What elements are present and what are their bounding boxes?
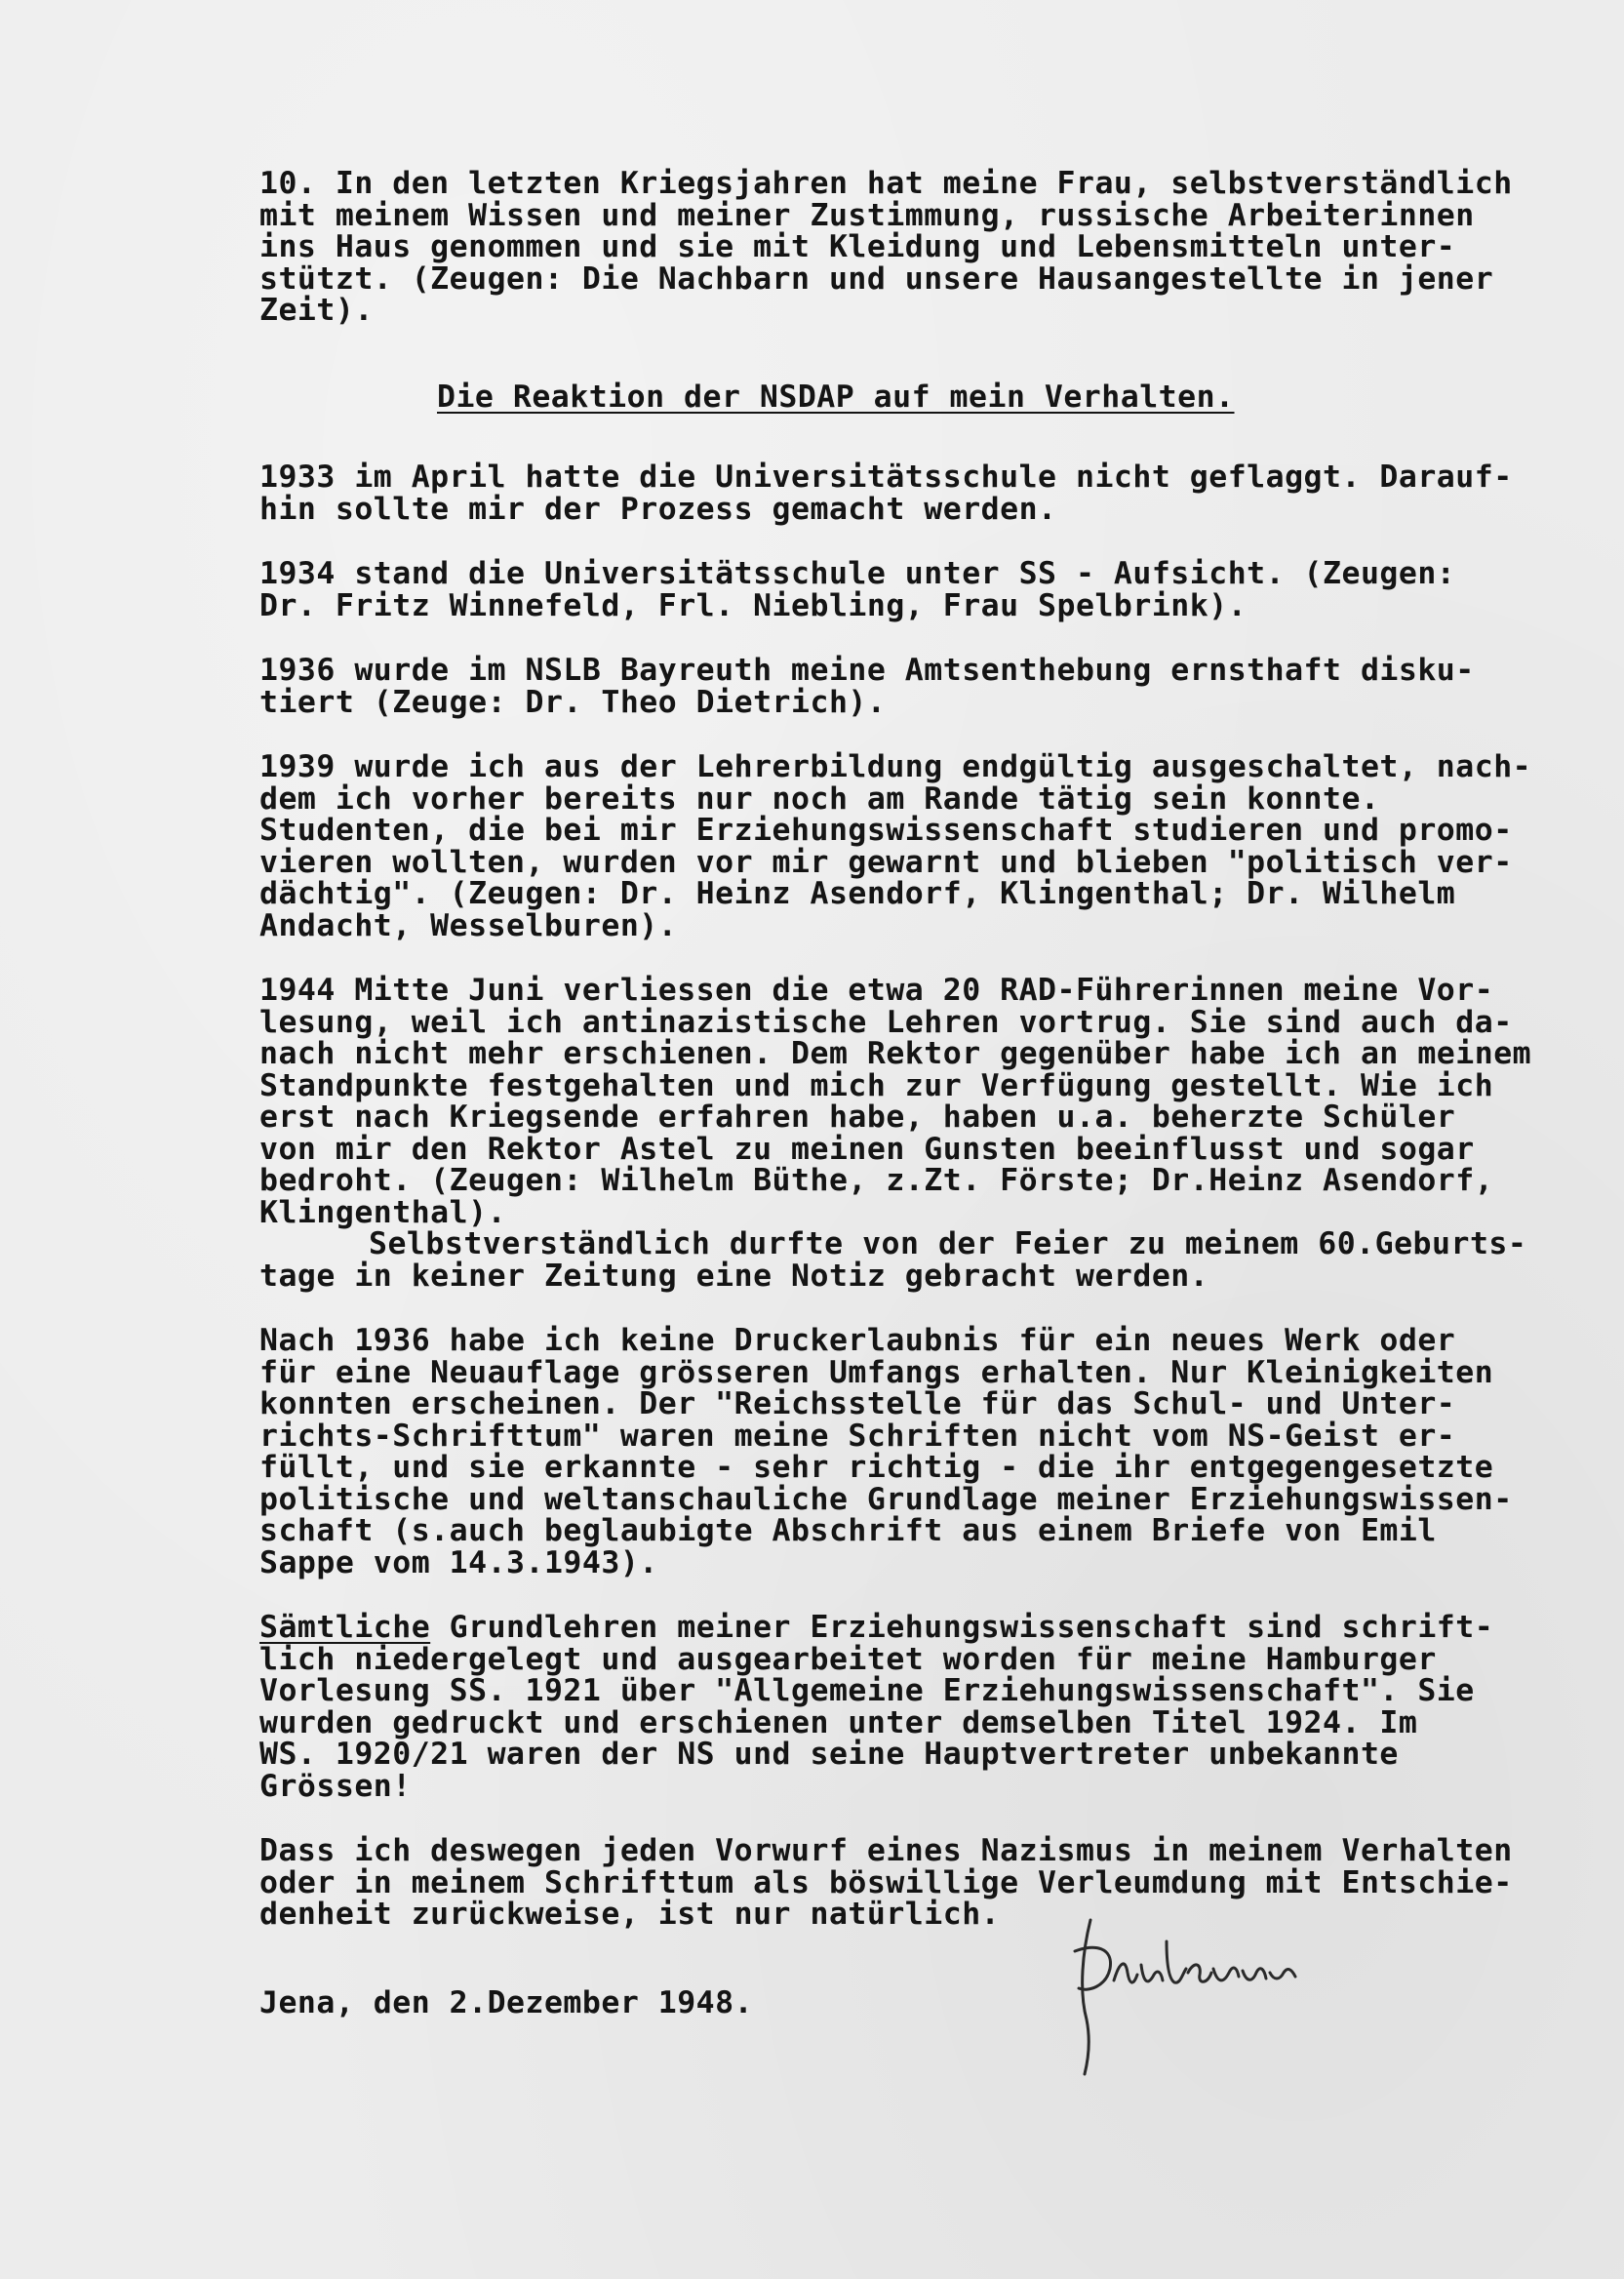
text-line: Andacht, Wesselburen). <box>259 907 678 943</box>
text-line: stützt. (Zeugen: Die Nachbarn und unsere Hausangestellte in jener <box>259 260 1494 297</box>
text-line: lesung, weil ich antinazistische Lehren vortrug. Sie sind auch da- <box>259 1004 1513 1040</box>
text-line: nach nicht mehr erschienen. Dem Rektor gegenüber habe ich an meinem <box>259 1036 1532 1071</box>
text-span: Grundlehren meiner Erziehungswissenschaft sind schrift- <box>430 1610 1494 1645</box>
text-line: 1934 stand die Universitätsschule unter SS - Aufsicht. (Zeugen: <box>259 556 1456 591</box>
text-line: dächtig". (Zeugen: Dr. Heinz Asendorf, Klingenthal; Dr. Wilhelm <box>259 876 1456 911</box>
text-line: Vorlesung SS. 1921 über "Allgemeine Erziehungswissenschaft". Sie <box>259 1673 1475 1708</box>
text-line: 1933 im April hatte die Universitätsschule nicht geflaggt. Darauf- <box>259 460 1513 495</box>
text-line: richts-Schrifttum" waren meine Schriften nicht vom NS-Geist er- <box>259 1418 1456 1454</box>
text-line <box>259 1612 1605 1644</box>
date-line: Jena, den 2.Dezember 1948. <box>259 1984 754 2020</box>
text-line: 1936 wurde im NSLB Bayreuth meine Amtsenthebung ernsthaft disku- <box>259 653 1475 688</box>
text-line: tiert (Zeuge: Dr. Theo Dietrich). <box>259 684 887 720</box>
paragraph-1944 <box>259 975 1605 1292</box>
text-line: Dass ich deswegen jeden Vorwurf eines Nazismus in meinem Verhalten <box>259 1833 1513 1868</box>
text-line: 1939 wurde ich aus der Lehrerbildung endgültig ausgeschaltet, nach- <box>259 749 1532 784</box>
paragraph-item-10 <box>259 168 1605 327</box>
text-line: 10. In den letzten Kriegsjahren hat meine Frau, selbstverständlich <box>259 166 1513 201</box>
text-line: Grössen! <box>259 1768 412 1804</box>
paragraph-1934 <box>259 558 1605 621</box>
text-line: bedroht. (Zeugen: Wilhelm Büthe, z.Zt. Förste; Dr.Heinz Asendorf, <box>259 1163 1494 1198</box>
text-line: von mir den Rektor Astel zu meinen Gunsten beeinflusst und sogar <box>259 1131 1475 1167</box>
text-line: füllt, und sie erkannte - sehr richtig - die ihr entgegengesetzte <box>259 1450 1494 1485</box>
text-line: wurden gedruckt und erschienen unter demselben Titel 1924. Im <box>259 1704 1418 1740</box>
text-line: Nach 1936 habe ich keine Druckerlaubnis für ein neues Werk oder <box>259 1323 1456 1358</box>
text-line: schaft (s.auch beglaubigte Abschrift aus einem Briefe von Emil <box>259 1513 1437 1548</box>
text-line: 1944 Mitte Juni verliessen die etwa 20 RAD-Führerinnen meine Vor- <box>259 973 1494 1008</box>
paragraph-saemtliche <box>259 1612 1605 1802</box>
text-line: WS. 1920/21 waren der NS und seine Hauptvertreter unbekannte <box>259 1737 1399 1772</box>
text-line: Selbstverständlich durfte von der Feier zu meinem 60.Geburts- <box>369 1226 1527 1261</box>
text-line: lich niedergelegt und ausgearbeitet worden für meine Hamburger <box>259 1641 1437 1677</box>
paragraph-1939 <box>259 751 1605 941</box>
text-line: politische und weltanschauliche Grundlage meiner Erziehungswissen- <box>259 1481 1513 1517</box>
paragraph-1933 <box>259 461 1605 525</box>
text-line: Klingenthal). <box>259 1194 507 1230</box>
text-line: Dr. Fritz Winnefeld, Frl. Niebling, Frau Spelbrink). <box>259 587 1248 623</box>
paragraph-nach-1936 <box>259 1325 1605 1579</box>
text-line: oder in meinem Schrifttum als böswillige Verleumdung mit Entschie- <box>259 1864 1513 1900</box>
section-heading-text: Die Reaktion der NSDAP auf mein Verhalten. <box>437 379 1235 415</box>
section-heading <box>437 381 1605 414</box>
paragraph-dass <box>259 1835 1605 1931</box>
text-line: konnten erscheinen. Der "Reichsstelle für das Schul- und Unter- <box>259 1386 1456 1421</box>
text-line: Zeit). <box>259 293 374 328</box>
text-line: hin sollte mir der Prozess gemacht werden. <box>259 491 1057 527</box>
text-line: erst nach Kriegsende erfahren habe, haben u.a. beherzte Schüler <box>259 1100 1456 1135</box>
text-line: Standpunkte festgehalten und mich zur Verfügung gestellt. Wie ich <box>259 1067 1494 1103</box>
text-line: Studenten, die bei mir Erziehungswissenschaft studieren und promo- <box>259 813 1513 848</box>
text-line: ins Haus genommen und sie mit Kleidung und Lebensmitteln unter- <box>259 229 1456 264</box>
text-line: denheit zurückweise, ist nur natürlich. <box>259 1897 1001 1932</box>
text-line: für eine Neuauflage grösseren Umfangs erhalten. Nur Kleinigkeiten <box>259 1354 1494 1390</box>
text-line: vieren wollten, wurden vor mir gewarnt und blieben "politisch ver- <box>259 844 1513 880</box>
text-line: dem ich vorher bereits nur noch am Rande tätig sein konnte. <box>259 780 1380 817</box>
handwritten-signature <box>1065 1912 1319 2078</box>
underlined-word: Sämtliche <box>259 1610 431 1645</box>
document-body <box>259 168 1605 2019</box>
text-line: tage in keiner Zeitung eine Notiz gebracht werden. <box>259 1258 1209 1294</box>
text-line: mit meinem Wissen und meiner Zustimmung, russische Arbeiterinnen <box>259 197 1475 233</box>
paragraph-1936 <box>259 655 1605 718</box>
text-line: Sappe vom 14.3.1943). <box>259 1544 658 1580</box>
